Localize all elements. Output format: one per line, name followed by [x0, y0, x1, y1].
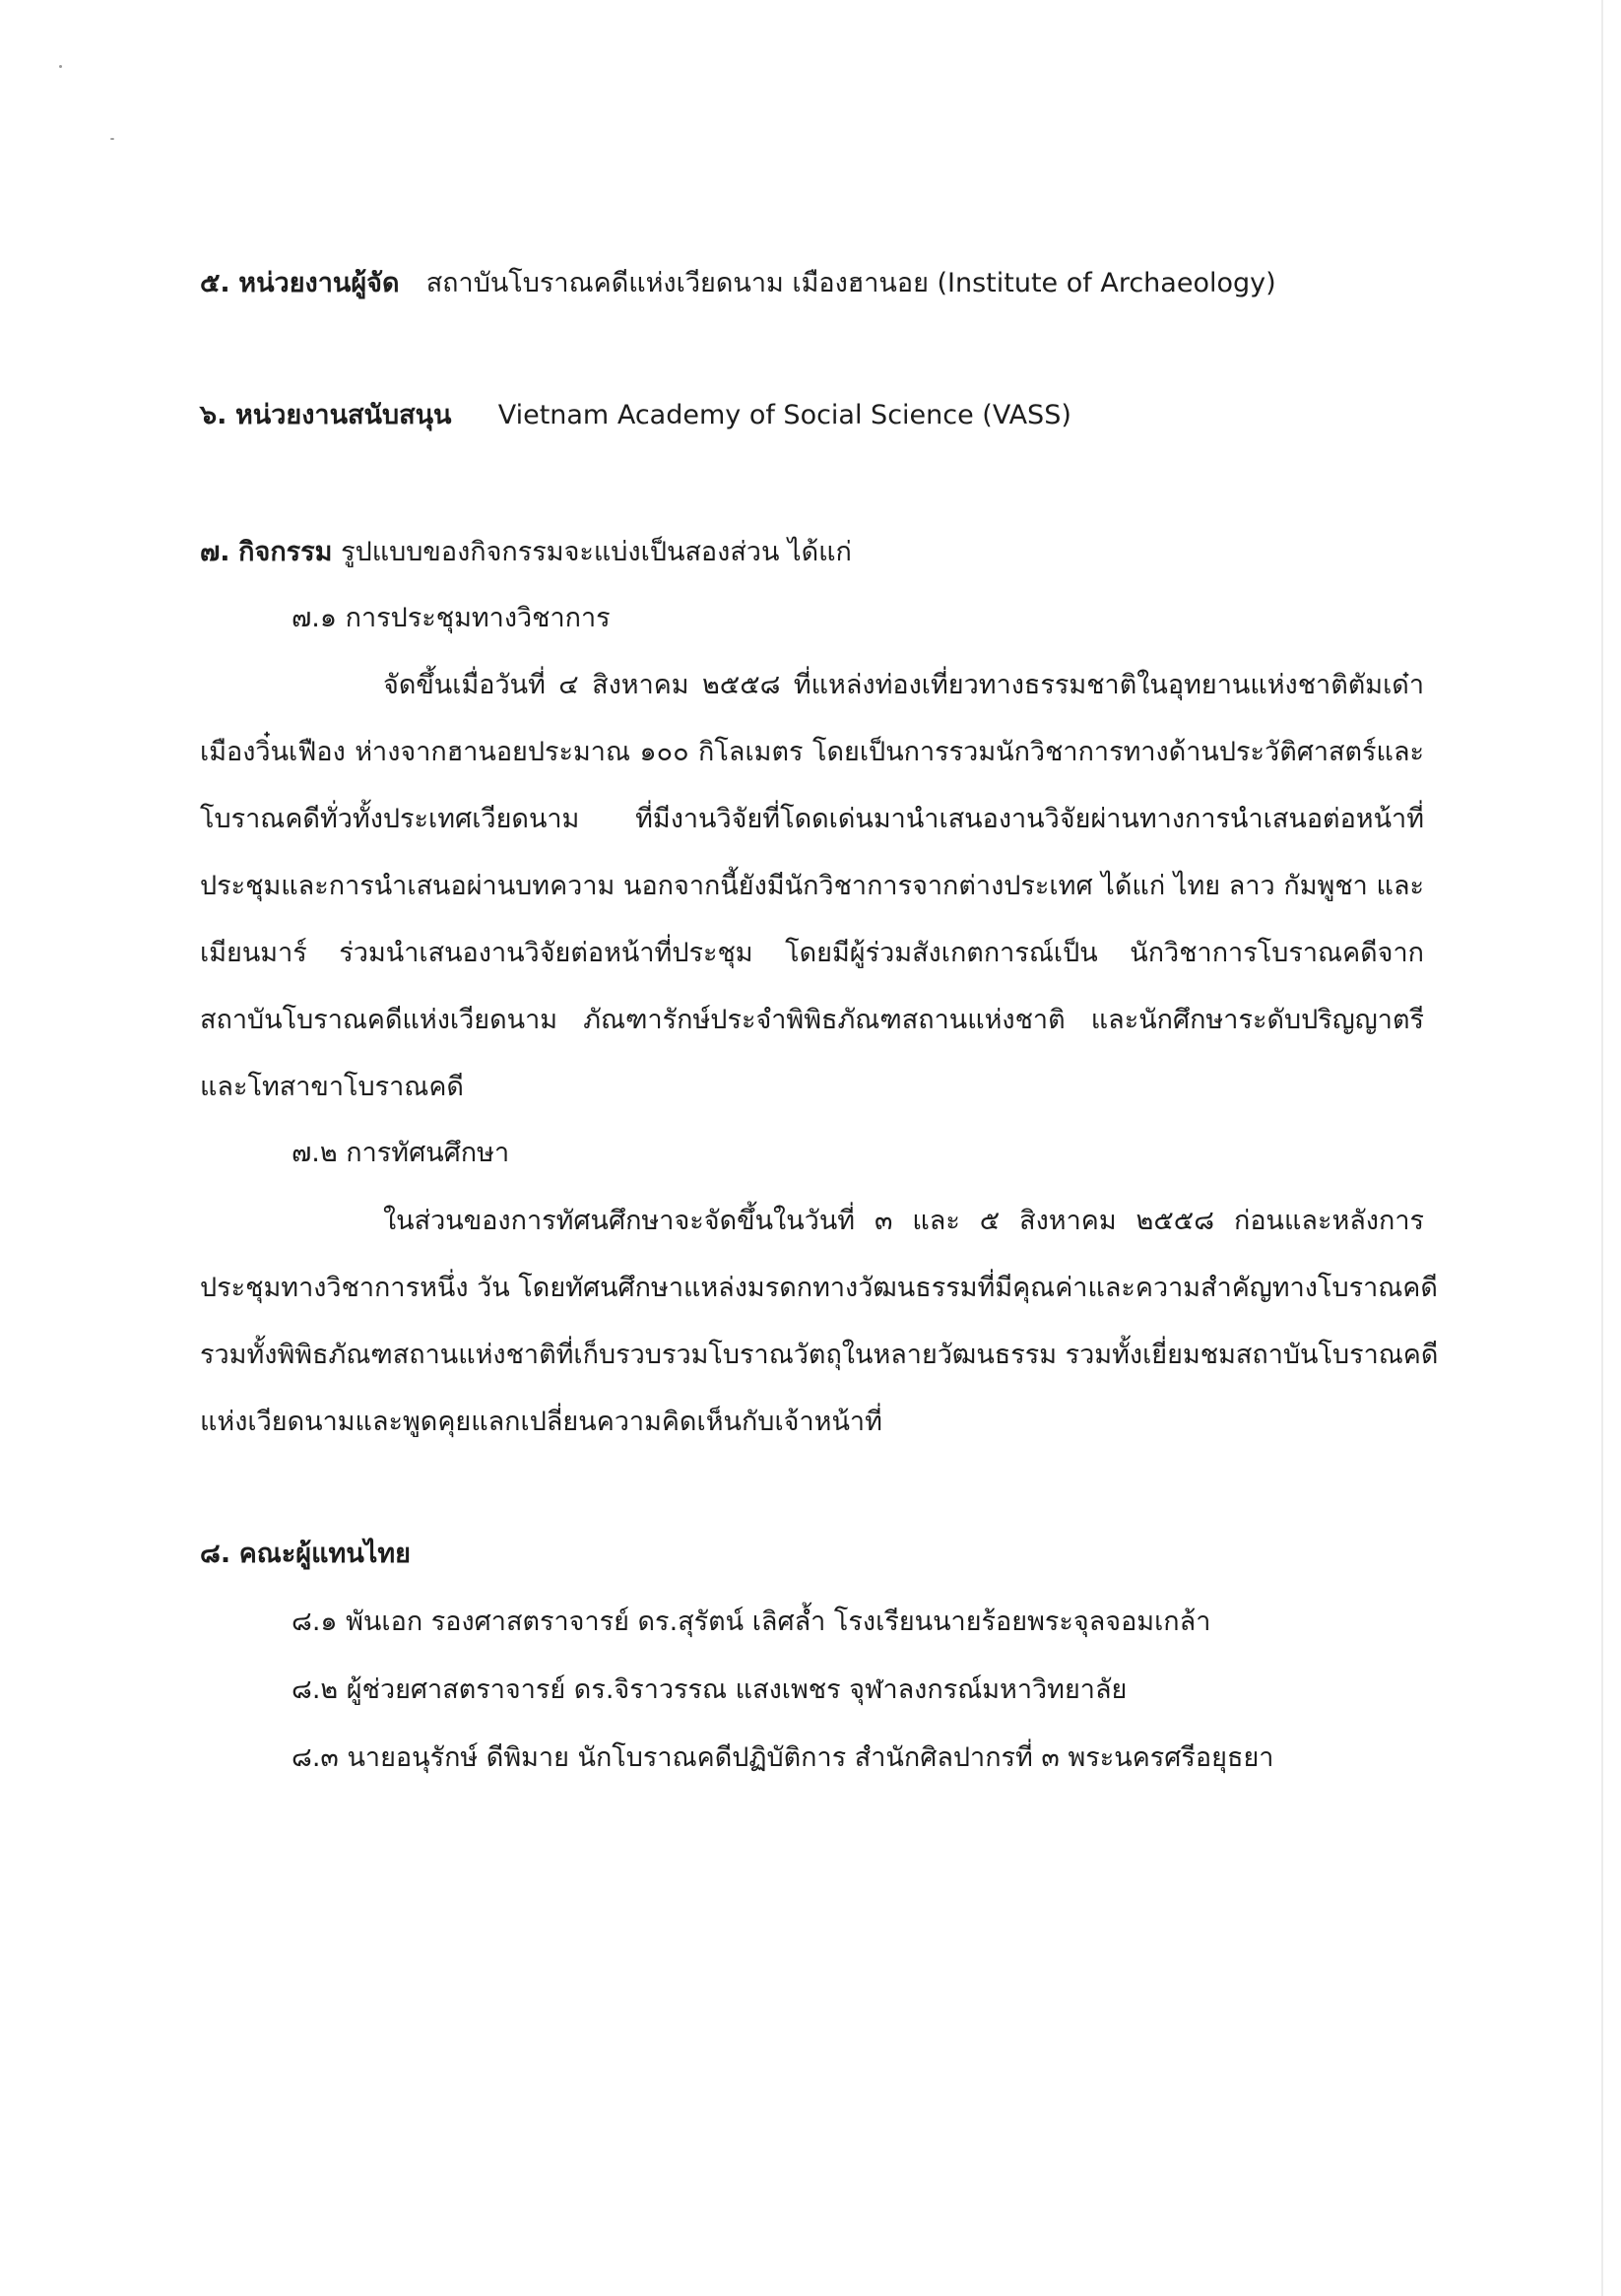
section-5-text: สถาบันโบราณคดีแห่งเวียดนาม เมืองฮานอย (Institute of Archaeology)	[425, 268, 1276, 298]
subsection-7-2-title	[292, 1134, 1621, 1173]
paragraph-line: รวมทั้งพิพิธภัณฑสถานแห่งชาติที่เก็บรวบรวมโบราณวัตถุในหลายวัฒนธรรม รวมทั้งเยี่ยมชมสถาบันโบราณคดี	[200, 1340, 1439, 1370]
paragraph-line: และโทสาขาโบราณคดี	[200, 1072, 464, 1102]
section-8-number: ๘.	[200, 1539, 231, 1569]
section-7-heading	[200, 533, 1621, 572]
section-6-text: Vietnam Academy of Social Science (VASS)	[497, 400, 1071, 430]
paragraph-line: โบราณคดีทั่วทั้งประเทศเวียดนาม ที่มีงานวิจัยที่โดดเด่นมานำเสนองานวิจัยผ่านทางการนำเสนอต่อหน้าที่	[200, 804, 1424, 834]
scan-speck	[59, 65, 62, 68]
subsection-7-1-title-text: ๗.๑ การประชุมทางวิชาการ	[292, 603, 611, 633]
section-8-label: คณะผู้แทนไทย	[238, 1539, 411, 1569]
delegate-item: ๘.๒ ผู้ช่วยศาสตราจารย์ ดร.จิราวรรณ แสงเพชร จุฬาลงกรณ์มหาวิทยาลัย	[292, 1674, 1128, 1705]
section-5-heading	[200, 264, 1621, 303]
section-7-label: กิจกรรม	[238, 537, 333, 567]
section-6-number: ๖.	[200, 400, 227, 430]
paragraph-line: แห่งเวียดนามและพูดคุยแลกเปลี่ยนความคิดเห็นกับเจ้าหน้าที่	[200, 1407, 882, 1437]
section-5-number: ๕.	[200, 268, 230, 298]
section-6-label: หน่วยงานสนับสนุน	[235, 400, 452, 430]
delegate-item: ๘.๑ พันเอก รองศาสตราจารย์ ดร.สุรัตน์ เลิศล้ำ โรงเรียนนายร้อยพระจุลจอมเกล้า	[292, 1607, 1211, 1637]
paragraph-line: จัดขึ้นเมื่อวันที่ ๔ สิงหาคม ๒๕๕๘ ที่แหล่งท่องเที่ยวทางธรรมชาติในอุทยานแห่งชาติตัมเด๋า	[383, 670, 1424, 700]
section-7-text: รูปแบบของกิจกรรมจะแบ่งเป็นสองส่วน ได้แก่	[341, 537, 852, 567]
paragraph-line: สถาบันโบราณคดีแห่งเวียดนาม ภัณฑารักษ์ประจำพิพิธภัณฑสถานแห่งชาติ และนักศึกษาระดับปริญญาตรี	[200, 1005, 1424, 1035]
section-5-label: หน่วยงานผู้จัด	[238, 268, 400, 298]
section-6-heading	[200, 396, 1621, 435]
subsection-7-1-title	[292, 599, 1621, 638]
paragraph-line: เมียนมาร์ ร่วมนำเสนองานวิจัยต่อหน้าที่ประชุม โดยมีผู้ร่วมสังเกตการณ์เป็น นักวิชาการโบราณคดีจาก	[200, 938, 1424, 968]
section-8-heading	[200, 1535, 1621, 1574]
section-7-number: ๗.	[200, 537, 230, 567]
subsection-7-2-title-text: ๗.๒ การทัศนศึกษา	[292, 1138, 510, 1168]
paragraph-line: เมืองวิ๋นเฟือง ห่างจากฮานอยประมาณ ๑๐๐ กิโลเมตร โดยเป็นการรวมนักวิชาการทางด้านประวัติศาสตร์และ	[200, 737, 1424, 767]
paragraph-line: ประชุมทางวิชาการหนึ่ง วัน โดยทัศนศึกษาแหล่งมรดกทางวัฒนธรรมที่มีคุณค่าและความสำคัญทางโบราณคดี	[200, 1273, 1438, 1303]
scan-speck	[110, 138, 114, 140]
delegate-item: ๘.๓ นายอนุรักษ์ ดีพิมาย นักโบราณคดีปฏิบัติการ สำนักศิลปากรที่ ๓ พระนครศรีอยุธยา	[292, 1742, 1274, 1773]
paragraph-line: ในส่วนของการทัศนศึกษาจะจัดขึ้นในวันที่ ๓ และ ๕ สิงหาคม ๒๕๕๘ ก่อนและหลังการ	[383, 1206, 1424, 1236]
paragraph-line: ประชุมและการนำเสนอผ่านบทความ นอกจากนี้ยังมีนักวิชาการจากต่างประเทศ ได้แก่ ไทย ลาว กัมพูชา และ	[200, 871, 1424, 901]
